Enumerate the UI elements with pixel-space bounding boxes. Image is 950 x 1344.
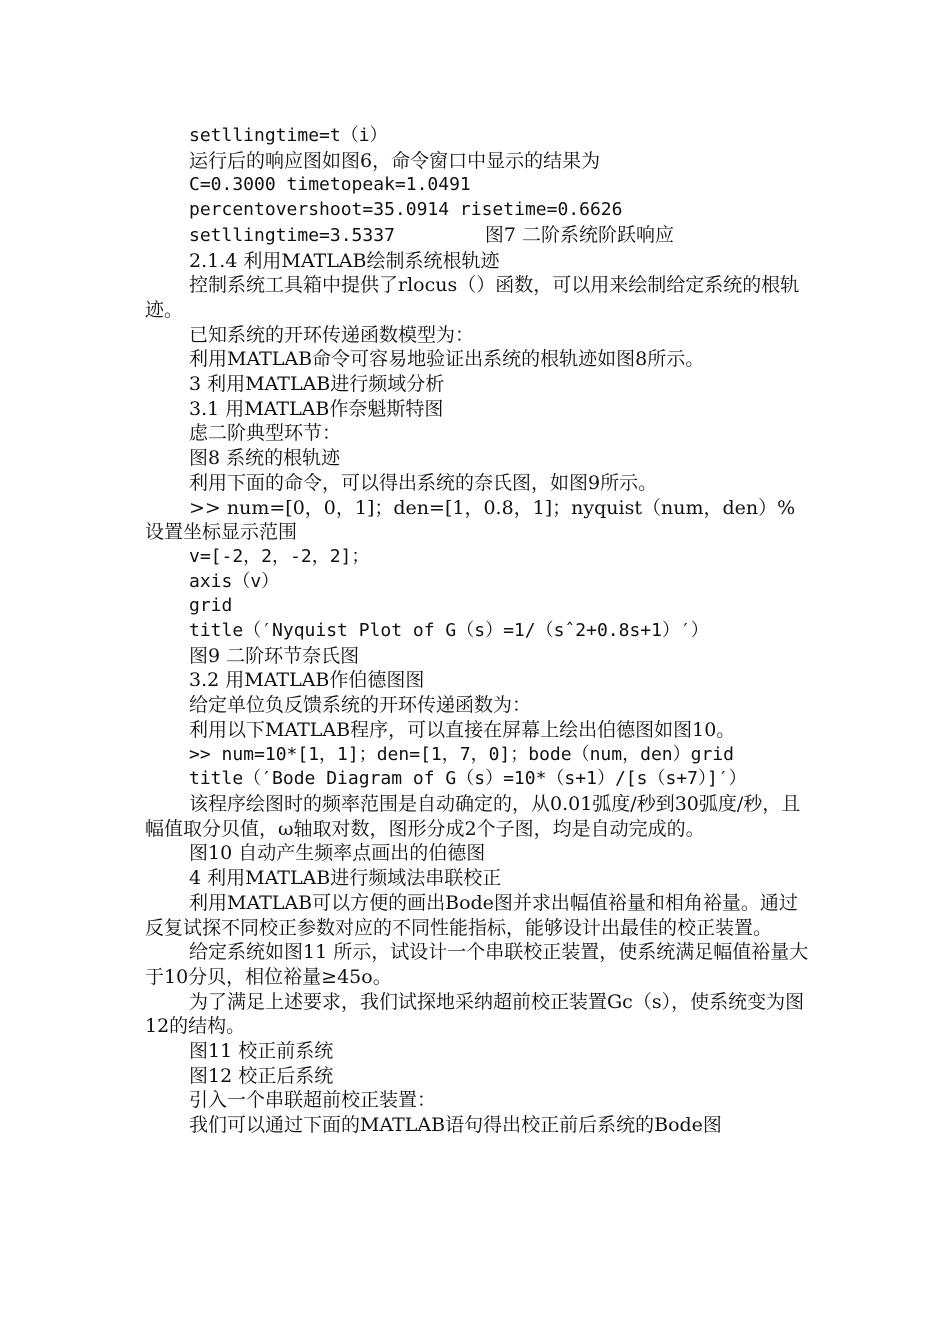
code-line: grid: [189, 595, 233, 617]
code-line: >> num=[0，0，1]；den=[1，0.8，1]；nyquist（num，den）%设置坐标显示范围: [145, 496, 796, 544]
paragraph: 利用以下MATLAB程序，可以直接在屏幕上绘出伯德图如图10。: [189, 718, 736, 741]
subsection-heading: 3.2 用MATLAB作伯德图图: [189, 669, 425, 692]
code-line: setllingtime=t（i）: [189, 125, 388, 146]
paragraph: 已知系统的开环传递函数模型为：: [189, 323, 475, 346]
result-line: [145, 223, 810, 249]
paragraph: 引入一个串联超前校正装置：: [189, 1089, 437, 1112]
paragraph: 给定单位负反馈系统的开环传递函数为：: [189, 694, 532, 717]
figure-caption: 图11 校正前系统: [189, 1040, 334, 1063]
result-value: setllingtime=3.5337: [189, 224, 395, 246]
figure-caption: 图7 二阶系统阶跃响应: [484, 223, 675, 246]
paragraph: 控制系统工具箱中提供了rlocus（）函数，可以用来绘制给定系统的根轨迹。: [145, 274, 800, 321]
figure-caption: 图9 二阶环节奈氏图: [189, 644, 360, 667]
result-line: C=0.3000 timetopeak=1.0491: [189, 174, 471, 196]
paragraph: 给定系统如图11 所示，试设计一个串联校正装置，使系统满足幅值裕量大于10分贝，相位裕量≥45o。: [145, 941, 809, 988]
paragraph: 利用MATLAB可以方便的画出Bode图并求出幅值裕量和相角裕量。通过反复试探不同校正参数对应的不同性能指标，能够设计出最佳的校正装置。: [145, 891, 798, 939]
paragraph: 为了满足上述要求，我们试探地采纳超前校正装置Gc（s），使系统变为图12的结构。: [145, 990, 805, 1038]
paragraph: 我们可以通过下面的MATLAB语句得出校正前后系统的Bode图: [189, 1114, 722, 1137]
code-line: title（′Bode Diagram of G（s）=10*（s+1）/[s（s+7）]′）: [189, 768, 747, 790]
paragraph: 利用下面的命令，可以得出系统的奈氏图，如图9所示。: [189, 471, 658, 494]
paragraph: 利用MATLAB命令可容易地验证出系统的根轨迹如图8所示。: [189, 348, 705, 371]
section-heading: 3 利用MATLAB进行频域分析: [189, 373, 445, 396]
figure-caption: 图12 校正后系统: [189, 1064, 334, 1087]
code-line: v=[-2，2，-2，2]；: [189, 545, 370, 567]
paragraph: 运行后的响应图如图6，命令窗口中显示的结果为: [189, 149, 601, 172]
paragraph: 虑二阶典型环节：: [189, 422, 342, 445]
paragraph: 该程序绘图时的频率范围是自动确定的，从0.01弧度/秒到30弧度/秒，且幅值取分贝值，ω轴取对数，图形分成2个子图，均是自动完成的。: [145, 792, 801, 840]
document-page: [145, 124, 810, 1138]
section-heading: 4 利用MATLAB进行频域法串联校正: [189, 867, 502, 890]
result-line: percentovershoot=35.0914 risetime=0.6626: [189, 199, 623, 221]
code-line: >> num=10*[1，1]；den=[1，7，0]；bode（num，den）grid: [189, 743, 734, 765]
figure-caption: 图8 系统的根轨迹: [189, 447, 341, 470]
figure-caption: 图10 自动产生频率点画出的伯德图: [189, 842, 486, 865]
code-line: axis（v）: [189, 570, 280, 592]
section-heading: 2.1.4 利用MATLAB绘制系统根轨迹: [189, 249, 500, 272]
code-line: title（′Nyquist Plot of G（s）=1/（sˆ2+0.8s+1）′）: [189, 620, 709, 642]
subsection-heading: 3.1 用MATLAB作奈魁斯特图: [189, 397, 444, 420]
